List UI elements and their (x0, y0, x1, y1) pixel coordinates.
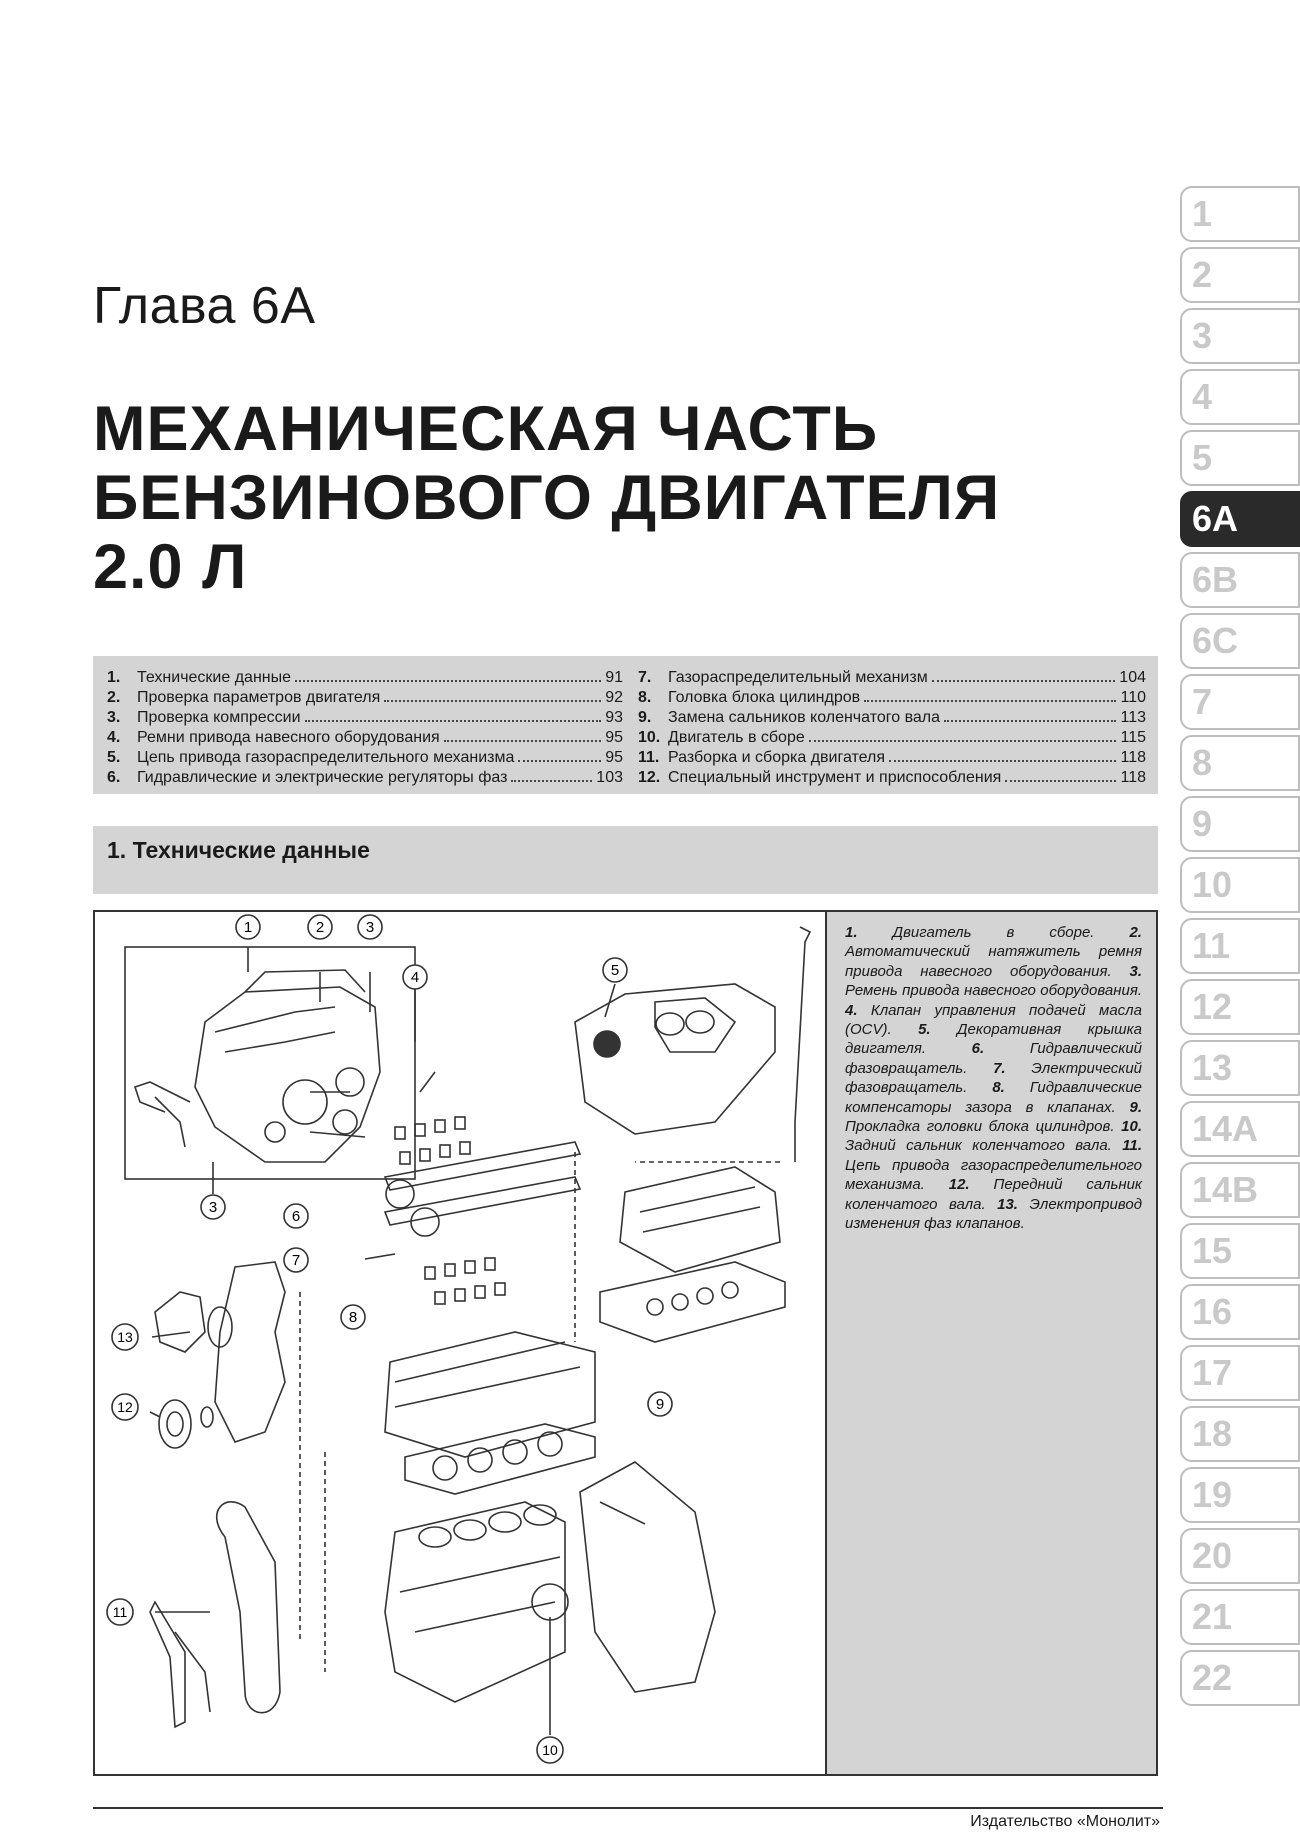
chapter-tab[interactable] (1180, 186, 1300, 242)
toc-entry[interactable] (638, 768, 1146, 788)
toc-leader-dots (944, 720, 1116, 722)
toc-entry[interactable] (638, 728, 1146, 748)
chapter-tab[interactable] (1180, 308, 1300, 364)
rear-seal (532, 1584, 568, 1620)
chapter-tab-label: 14B (1192, 1169, 1259, 1210)
toc-entry-number: 6. (107, 769, 121, 786)
chapter-tab-label: 3 (1192, 315, 1213, 356)
toc-entry-number: 5. (107, 749, 121, 766)
toc-entry-title: Технические данные (137, 669, 292, 686)
figure-caption (827, 912, 1156, 1234)
caption-item-number: 11. (1122, 1137, 1142, 1155)
callout-3-top (358, 915, 382, 939)
caption-item-number: 2. (1129, 924, 1142, 941)
caption-item-number: 8. (992, 1079, 1005, 1097)
callout-12 (112, 1394, 138, 1420)
caption-item-number: 6. (971, 1040, 985, 1058)
toc-leader-dots (305, 720, 602, 722)
chapter-tab-label: 16 (1192, 1291, 1233, 1332)
chapter-tab-label: 14A (1192, 1108, 1259, 1149)
exploded-engine-diagram (95, 912, 827, 1774)
chapter-tab[interactable] (1180, 1589, 1300, 1645)
toc-entry-page: 92 (605, 689, 623, 706)
toc-entry-number: 2. (107, 689, 121, 706)
chapter-tab[interactable] (1180, 491, 1300, 547)
toc-entry-title: Газораспределительный механизм (668, 669, 928, 686)
callout-label: 5 (610, 962, 620, 979)
callout-label: 10 (542, 1742, 558, 1758)
toc-leader-dots (518, 760, 601, 762)
caption-item-number: 10. (1121, 1118, 1142, 1136)
crank-pulley-drawing (159, 1400, 213, 1448)
callout-13 (112, 1324, 138, 1350)
toc-entry-page: 104 (1119, 669, 1146, 686)
chapter-tab[interactable] (1180, 979, 1300, 1035)
toc-leader-dots (889, 760, 1116, 762)
chapter-tab-label: 15 (1192, 1230, 1233, 1271)
toc-entry-title: Двигатель в сборе (668, 729, 805, 746)
callout-7 (284, 1248, 308, 1272)
callout-label: 4 (410, 969, 420, 986)
caption-item-number: 13. (997, 1195, 1018, 1213)
caption-item-text: Гидравлический фазовращатель. (845, 1040, 1142, 1077)
caption-item-text: Задний сальник коленчатого вала. (845, 1137, 1112, 1155)
caption-item-text: Электрический фазовращатель. (845, 1059, 1143, 1097)
section-heading-text: 1. Технические данные (107, 837, 370, 863)
chapter-tab[interactable] (1180, 247, 1300, 303)
toc-leader-dots (511, 780, 592, 782)
toc-entry-page: 110 (1120, 689, 1146, 706)
leader-lines (150, 947, 645, 1735)
toc-entry[interactable] (638, 708, 1146, 728)
caption-item-text: Передний сальник коленчатого вала. (845, 1176, 1143, 1213)
chapter-tab[interactable] (1180, 1467, 1300, 1523)
toc-entry-page: 93 (605, 709, 623, 726)
engine-cover-drawing (575, 984, 775, 1134)
toc-entry-number: 10. (638, 729, 661, 746)
chapter-tab[interactable] (1180, 735, 1300, 791)
chapter-tab-label: 19 (1192, 1474, 1233, 1515)
toc-entry-title: Проверка компрессии (137, 709, 301, 726)
engine-assembly-drawing (135, 970, 380, 1162)
chapter-tab-label: 20 (1192, 1535, 1233, 1576)
dipstick (795, 927, 810, 1162)
toc-entry-page: 113 (1120, 709, 1146, 726)
chapter-tab-label: 10 (1192, 864, 1233, 905)
chapter-tab[interactable] (1180, 369, 1300, 425)
callout-label: 6 (291, 1208, 301, 1225)
cylinder-head-drawing (385, 1332, 595, 1457)
chapter-tab-label: 2 (1192, 254, 1213, 295)
valve-followers-drawing (395, 1117, 505, 1304)
chapter-tab-label: 6C (1192, 620, 1239, 661)
engine-figure (93, 910, 1158, 1776)
toc-entry-page: 118 (1120, 769, 1146, 786)
title-line: БЕНЗИНОВОГО ДВИГАТЕЛЯ (93, 463, 1001, 533)
toc-entry-page: 95 (605, 729, 623, 746)
chapter-tab[interactable] (1180, 857, 1300, 913)
chapter-tab-label: 1 (1192, 193, 1213, 234)
toc-entry-number: 3. (107, 709, 121, 726)
caption-item-number: 3. (1129, 962, 1142, 980)
chapter-tab[interactable] (1180, 430, 1300, 486)
callout-6 (284, 1204, 308, 1228)
caption-item-text: Электропривод изменения фаз клапанов. (845, 1195, 1142, 1233)
engine-assembly-inset (125, 947, 415, 1179)
rear-plate (580, 1462, 715, 1692)
chapter-tab[interactable] (1180, 1162, 1300, 1218)
chapter-tab-label: 21 (1192, 1596, 1233, 1637)
toc-entry-page: 91 (605, 669, 623, 686)
caption-item-text: Двигатель в сборе. (892, 924, 1095, 941)
toc-entry-title: Разборка и сборка двигателя (668, 749, 886, 766)
title-line: 2.0 Л (93, 532, 248, 602)
callout-label: 11 (112, 1604, 128, 1620)
chapter-tab[interactable] (1180, 1040, 1300, 1096)
timing-chain (217, 1502, 280, 1713)
chapter-tab-label: 9 (1192, 803, 1213, 844)
chapter-tab[interactable] (1180, 918, 1300, 974)
chapter-tab[interactable] (1180, 796, 1300, 852)
chapter-tabs (1180, 186, 1300, 1711)
chapter-tab-label: 22 (1192, 1657, 1233, 1698)
chapter-tab-label: 13 (1192, 1047, 1233, 1088)
toc-entry[interactable] (638, 688, 1146, 708)
callout-5 (603, 958, 627, 982)
caption-item-number: 5. (918, 1021, 931, 1039)
toc-entry[interactable] (107, 748, 623, 768)
toc-entry-page: 118 (1120, 749, 1146, 766)
callout-label: 9 (655, 1396, 665, 1413)
caption-item-text: Ремень привода навесного оборудования. (845, 982, 1142, 1000)
toc-entry[interactable] (107, 768, 623, 788)
caption-item-number: 9. (1129, 1098, 1142, 1116)
toc-entry-page: 115 (1120, 729, 1146, 746)
toc-leader-dots (809, 740, 1117, 742)
chapter-tab[interactable] (1180, 1101, 1300, 1157)
callout-9 (648, 1392, 672, 1416)
toc-entry[interactable] (107, 728, 623, 748)
chapter-tab[interactable] (1180, 1650, 1300, 1706)
chapter-tab[interactable] (1180, 1284, 1300, 1340)
toc-leader-dots (384, 700, 601, 702)
toc-entry-number: 4. (107, 729, 121, 746)
toc-entry-number: 7. (638, 669, 652, 686)
caption-item-number: 7. (993, 1059, 1006, 1077)
callout-4 (403, 965, 427, 989)
toc-entry-number: 12. (638, 769, 661, 786)
toc-entry[interactable] (107, 668, 623, 688)
footer-rule (93, 1807, 1163, 1809)
head-gasket-drawing (405, 1424, 595, 1494)
cover-gasket-holes (647, 1282, 738, 1315)
chapter-tab-label: 7 (1192, 681, 1213, 722)
toc-entry[interactable] (638, 748, 1146, 768)
phase-actuator (155, 1292, 205, 1352)
chapter-tab[interactable] (1180, 674, 1300, 730)
chain-guide (150, 1602, 185, 1727)
timing-cover (215, 1262, 285, 1442)
chapter-tab-label: 11 (1192, 925, 1231, 966)
toc-entry-title: Цепь привода газораспределительного механизма (137, 749, 515, 766)
dashed-lines (300, 1152, 780, 1672)
toc-entry-page: 95 (605, 749, 623, 766)
chapter-label: Глава 6А (93, 277, 316, 335)
chapter-tab[interactable] (1180, 613, 1300, 669)
chapter-tab[interactable] (1180, 1528, 1300, 1584)
toc-entry[interactable] (107, 708, 623, 728)
callout-10 (537, 1737, 563, 1763)
callout-label: 3 (208, 1199, 218, 1216)
toc-entry[interactable] (107, 688, 623, 708)
chapter-tab-label: 17 (1192, 1352, 1233, 1393)
chapter-tab-label: 4 (1192, 376, 1213, 417)
publisher-footer: Издательство «Монолит» (970, 1813, 1160, 1830)
callout-label: 1 (243, 919, 253, 936)
section-heading (93, 826, 1158, 894)
caption-item-text: Клапан управления подачей масла (OCV). (845, 1001, 1142, 1039)
chapter-tab[interactable] (1180, 1406, 1300, 1462)
callout-label: 12 (117, 1399, 133, 1415)
caption-item-number: 12. (948, 1176, 970, 1194)
toc-column-right (638, 668, 1146, 788)
toc-leader-dots (1005, 780, 1116, 782)
chapter-tab-label: 6B (1192, 559, 1239, 600)
title-line: МЕХАНИЧЕСКАЯ ЧАСТЬ (93, 394, 879, 464)
toc-leader-dots (444, 740, 602, 742)
chapter-tab-label: 5 (1192, 437, 1213, 478)
toc-entry-number: 1. (107, 669, 121, 686)
caption-item-text: Прокладка головки блока цилиндров. (845, 1118, 1115, 1136)
caption-item-number: 4. (845, 1001, 858, 1019)
toc-leader-dots (295, 680, 601, 682)
chapter-title (93, 395, 1000, 602)
chapter-tab[interactable] (1180, 1223, 1300, 1279)
caption-item-text: Декоративная крышка двигателя. (845, 1021, 1143, 1058)
toc-entry-number: 9. (638, 709, 652, 726)
toc-entry-title: Проверка параметров двигателя (137, 689, 381, 706)
table-of-contents (93, 656, 1158, 794)
callout-3 (201, 1195, 225, 1219)
callout-label: 8 (348, 1309, 358, 1326)
chapter-tab-label: 8 (1192, 742, 1213, 783)
callout-label: 7 (291, 1252, 301, 1269)
chapter-tab-label: 12 (1192, 986, 1233, 1027)
chapter-tab[interactable] (1180, 552, 1300, 608)
engine-block-drawing (385, 1502, 565, 1702)
callout-label: 3 (365, 919, 375, 936)
caption-item-text: Цепь привода газораспределительного механизма. (845, 1156, 1142, 1194)
caption-item-number: 1. (845, 924, 858, 941)
callout-2 (308, 915, 332, 939)
chapter-tab-label: 18 (1192, 1413, 1233, 1454)
chapter-tab-label: 6A (1192, 498, 1239, 539)
toc-entry-title: Ремни привода навесного оборудования (137, 729, 440, 746)
toc-entry-number: 8. (638, 689, 652, 706)
toc-entry-page: 103 (596, 769, 623, 786)
toc-leader-dots (932, 680, 1116, 682)
toc-entry-title: Специальный инструмент и приспособления (668, 769, 1002, 786)
toc-leader-dots (864, 700, 1116, 702)
callout-8 (341, 1305, 365, 1329)
toc-entry-title: Головка блока цилиндров (668, 689, 861, 706)
caption-item-text: Гидравлические компенсаторы зазора в клапанах. (845, 1079, 1143, 1116)
callout-label: 2 (315, 919, 325, 936)
toc-entry-title: Замена сальников коленчатого вала (668, 709, 941, 726)
chapter-tab[interactable] (1180, 1345, 1300, 1401)
toc-entry-number: 11. (638, 749, 660, 766)
callout-1 (236, 915, 260, 939)
cam-carrier-drawing (620, 1167, 780, 1272)
toc-entry-title: Гидравлические и электрические регуляторы фаз (137, 769, 508, 786)
figure-caption-box (827, 912, 1156, 1774)
toc-column-left (107, 668, 623, 788)
caption-item-text: Автоматический натяжитель ремня привода навесного оборудования. (845, 943, 1142, 980)
toc-entry[interactable] (638, 668, 1146, 688)
callout-label: 13 (117, 1329, 133, 1345)
cover-gasket (600, 1262, 785, 1342)
callout-11 (107, 1599, 133, 1625)
